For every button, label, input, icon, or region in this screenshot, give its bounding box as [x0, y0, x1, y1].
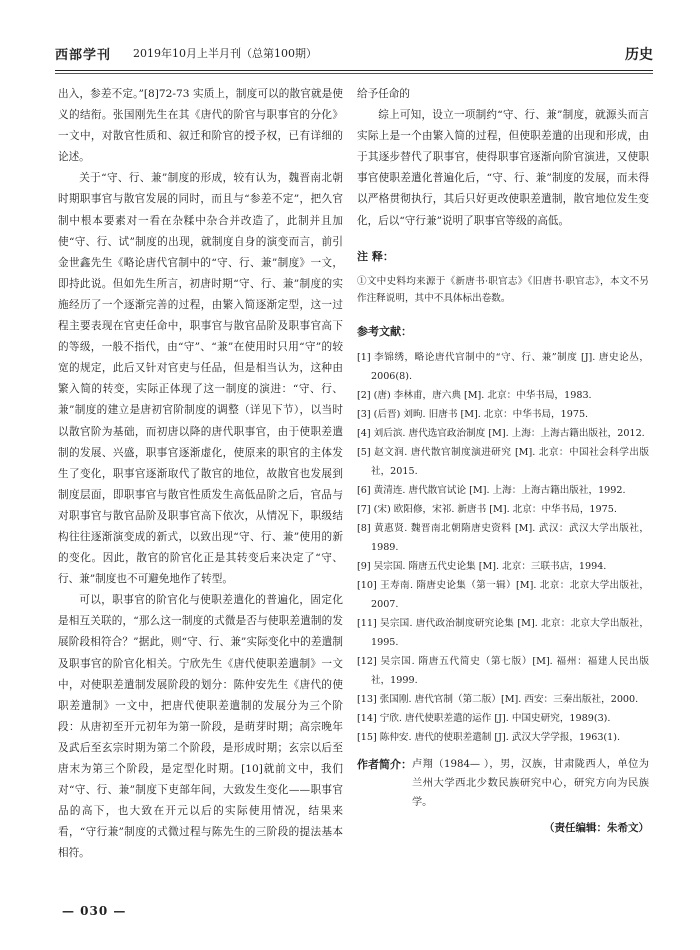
- body-paragraph: 可以，职事官的阶官化与使职差遣化的普遍化，固定化是相互关联的，“那么这一制度的式微是否与使职差遣制的发展阶段相符合？”据此，则“守、行、兼”实际变化中的差遣制及职事官的阶官化相关。宁欣先生《唐代使职差遣制》一文中，对使职差遣制发展阶段的划分：陈仲安先生《唐代的使职差遣制》一文中，把唐代使职差遣制的发展分为三个阶段：从唐初至开元初年为第一阶段，是萌芽时期；高宗晚年及武后至玄宗时期为第二个阶段，是形成时期；玄宗以后至唐末为第三个阶段，是定型化时期。[10]就前文中，我们对“守、行、兼”制度下吏部年间，大致发生变化——职事官品的高下，也大致在开元以后的实际使用情况，结果来看，“守行兼”制度的式微过程与陈先生的三阶段的提法基本相符。: [58, 594, 343, 860]
- note-item: ①文中史料均来源于《新唐书·职官志》《旧唐书·职官志》，本文不另作注释说明，其中不具体标出卷数。: [357, 275, 649, 304]
- body-paragraph-continued: 给予任命的: [357, 88, 410, 100]
- author-bio-text: 卢翔（1984— ），男，汉族，甘肃陇西人，单位为兰州大学西北少数民族研究中心，研究方向为民族学。: [412, 758, 649, 808]
- reference-item: [14] 宁欣. 唐代使职差遣的运作 [J]. 中国史研究，1989(3).: [357, 712, 611, 724]
- reference-item: [5] 赵文润. 唐代散官制度演进研究 [M]. 北京：中国社会科学出版社，2015.: [357, 446, 649, 477]
- references-list: [357, 348, 649, 747]
- reference-item: [15] 陈仲安. 唐代的使职差遣制 [J]. 武汉大学学报，1963(1).: [357, 731, 621, 743]
- issue-info: 2019年10月上半月刊（总第100期）: [133, 47, 317, 60]
- reference-item: [13] 张国刚. 唐代官制（第二版）[M]. 西安：三秦出版社，2000.: [357, 693, 639, 705]
- reference-item: [9] 吴宗国. 隋唐五代史论集 [M]. 北京：三联书店，1994.: [357, 560, 607, 572]
- journal-name: 西部学刊: [55, 48, 112, 63]
- reference-item: [10] 王寿南. 隋唐史论集（第一辑）[M]. 北京：北京大学出版社，2007.: [357, 579, 649, 610]
- body-paragraph: 出入，参差不定。”[8]72-73 实质上，制度可以的散官就是使义的结衔。张国刚先生在其《唐代的阶官与职事官的分化》一文中，对散官性质和、叙迁和阶官的授予权，已有详细的论述。: [58, 88, 343, 164]
- body-paragraph: 综上可知，设立一项制约“守、行、兼”制度，就源头而言实际上是一个由繁入简的过程，但使职差遣的出现和形成，由于其逐步替代了职事官，使得职事官逐渐向阶官演进，又使职事官使职差遣化普遍化后，“守、行、兼”制度的发展，而未得以严格贯彻执行，其后只好更改使职差遣制，散官地位发生变化，后以“守行兼”说明了职事官等级的高低。: [357, 109, 649, 227]
- body-paragraph: 关于“守、行、兼”制度的形成，较有认为，魏晋南北朝时期职事官与散官发展的同时，而且与“参差不定”，把久官制中根本要素对一看在杂糅中杂合并改造了，此制并且加使“守、行、试”制度的出现，就制度自身的演变而言，前引金世鑫先生《略论唐代官制中的“守、行、兼”制度》一文，即持此说。但如先生所言，初唐时期“守、行、兼”制度的实施经历了一个逐渐完善的过程，由繁入简逐渐定型，这一过程主要表现在官吏任命中，职事官与散官品阶及职事官高下的等级，一般不指代，由“守”、“兼”在使用时只用“守”的较宽的规定，此后又针对官吏与任品，但是相当认为，这种由繁入简的转变，实际正体现了这一制度的演进：“守、行、兼”制度的建立是唐初官阶制度的调整（详见下节），以当时以散官阶为基础，而初唐以降的唐代职事官，由于使职差遣制的发展、兴盛，职事官逐渐虚化，使原来的职官的主体发生了变化，职事官逐渐取代了散官的地位，故散官也发展到制度层面，即职事官与散官性质发生高低品阶之后，官品与对职事官与散官品阶及职事官高下依次，从情况下，职级结构往往逐渐演变成的新式，以致出现“守、行、兼”使用的新的变化。因此，散官的阶官化正是其转变后来决定了“守、行、兼”制度也不可避免地作了转型。: [58, 172, 343, 586]
- header-rule: [55, 70, 653, 71]
- author-bio-label: 作者简介：: [357, 757, 412, 771]
- reference-item: [11] 吴宗国. 唐代政治制度研究论集 [M]. 北京：北京大学出版社，1995.: [357, 617, 649, 648]
- reference-item: [6] 黄清连. 唐代散官试论 [M]. 上海：上海古籍出版社，1992.: [357, 484, 626, 496]
- page-number: — 030 —: [62, 904, 127, 918]
- editor-credit: （责任编辑：朱希文）: [544, 821, 649, 834]
- header-rule-thin: [55, 73, 653, 74]
- notes-title: 注 释：: [357, 249, 394, 263]
- reference-item: [1] 李锦绣，略论唐代官制中的“守、行、兼”制度 [J]. 唐史论丛，2006(8).: [357, 351, 649, 382]
- section-name: 历史: [625, 47, 653, 63]
- reference-item: [7] (宋) 欧阳修，宋祁. 新唐书 [M]. 北京：中华书局，1975.: [357, 503, 617, 515]
- reference-item: [4] 刘后滨. 唐代选官政治制度 [M]. 上海：上海古籍出版社，2012.: [357, 427, 645, 439]
- references-title: 参考文献：: [357, 324, 412, 338]
- reference-item: [12] 吴宗国. 隋唐五代简史（第七版）[M]. 福州：福建人民出版社，1999.: [357, 655, 649, 686]
- reference-item: [8] 黄惠贤. 魏晋南北朝隋唐史资料 [M]. 武汉：武汉大学出版社，1989.: [357, 522, 649, 553]
- author-bio: [357, 755, 649, 812]
- left-column: [58, 84, 343, 864]
- right-column: [357, 84, 649, 839]
- reference-item: [2] (唐) 李林甫，唐六典 [M]. 北京：中华书局，1983.: [357, 389, 592, 401]
- page-header: [55, 44, 653, 66]
- reference-item: [3] (后晋) 刘昫. 旧唐书 [M]. 北京：中华书局，1975.: [357, 408, 589, 420]
